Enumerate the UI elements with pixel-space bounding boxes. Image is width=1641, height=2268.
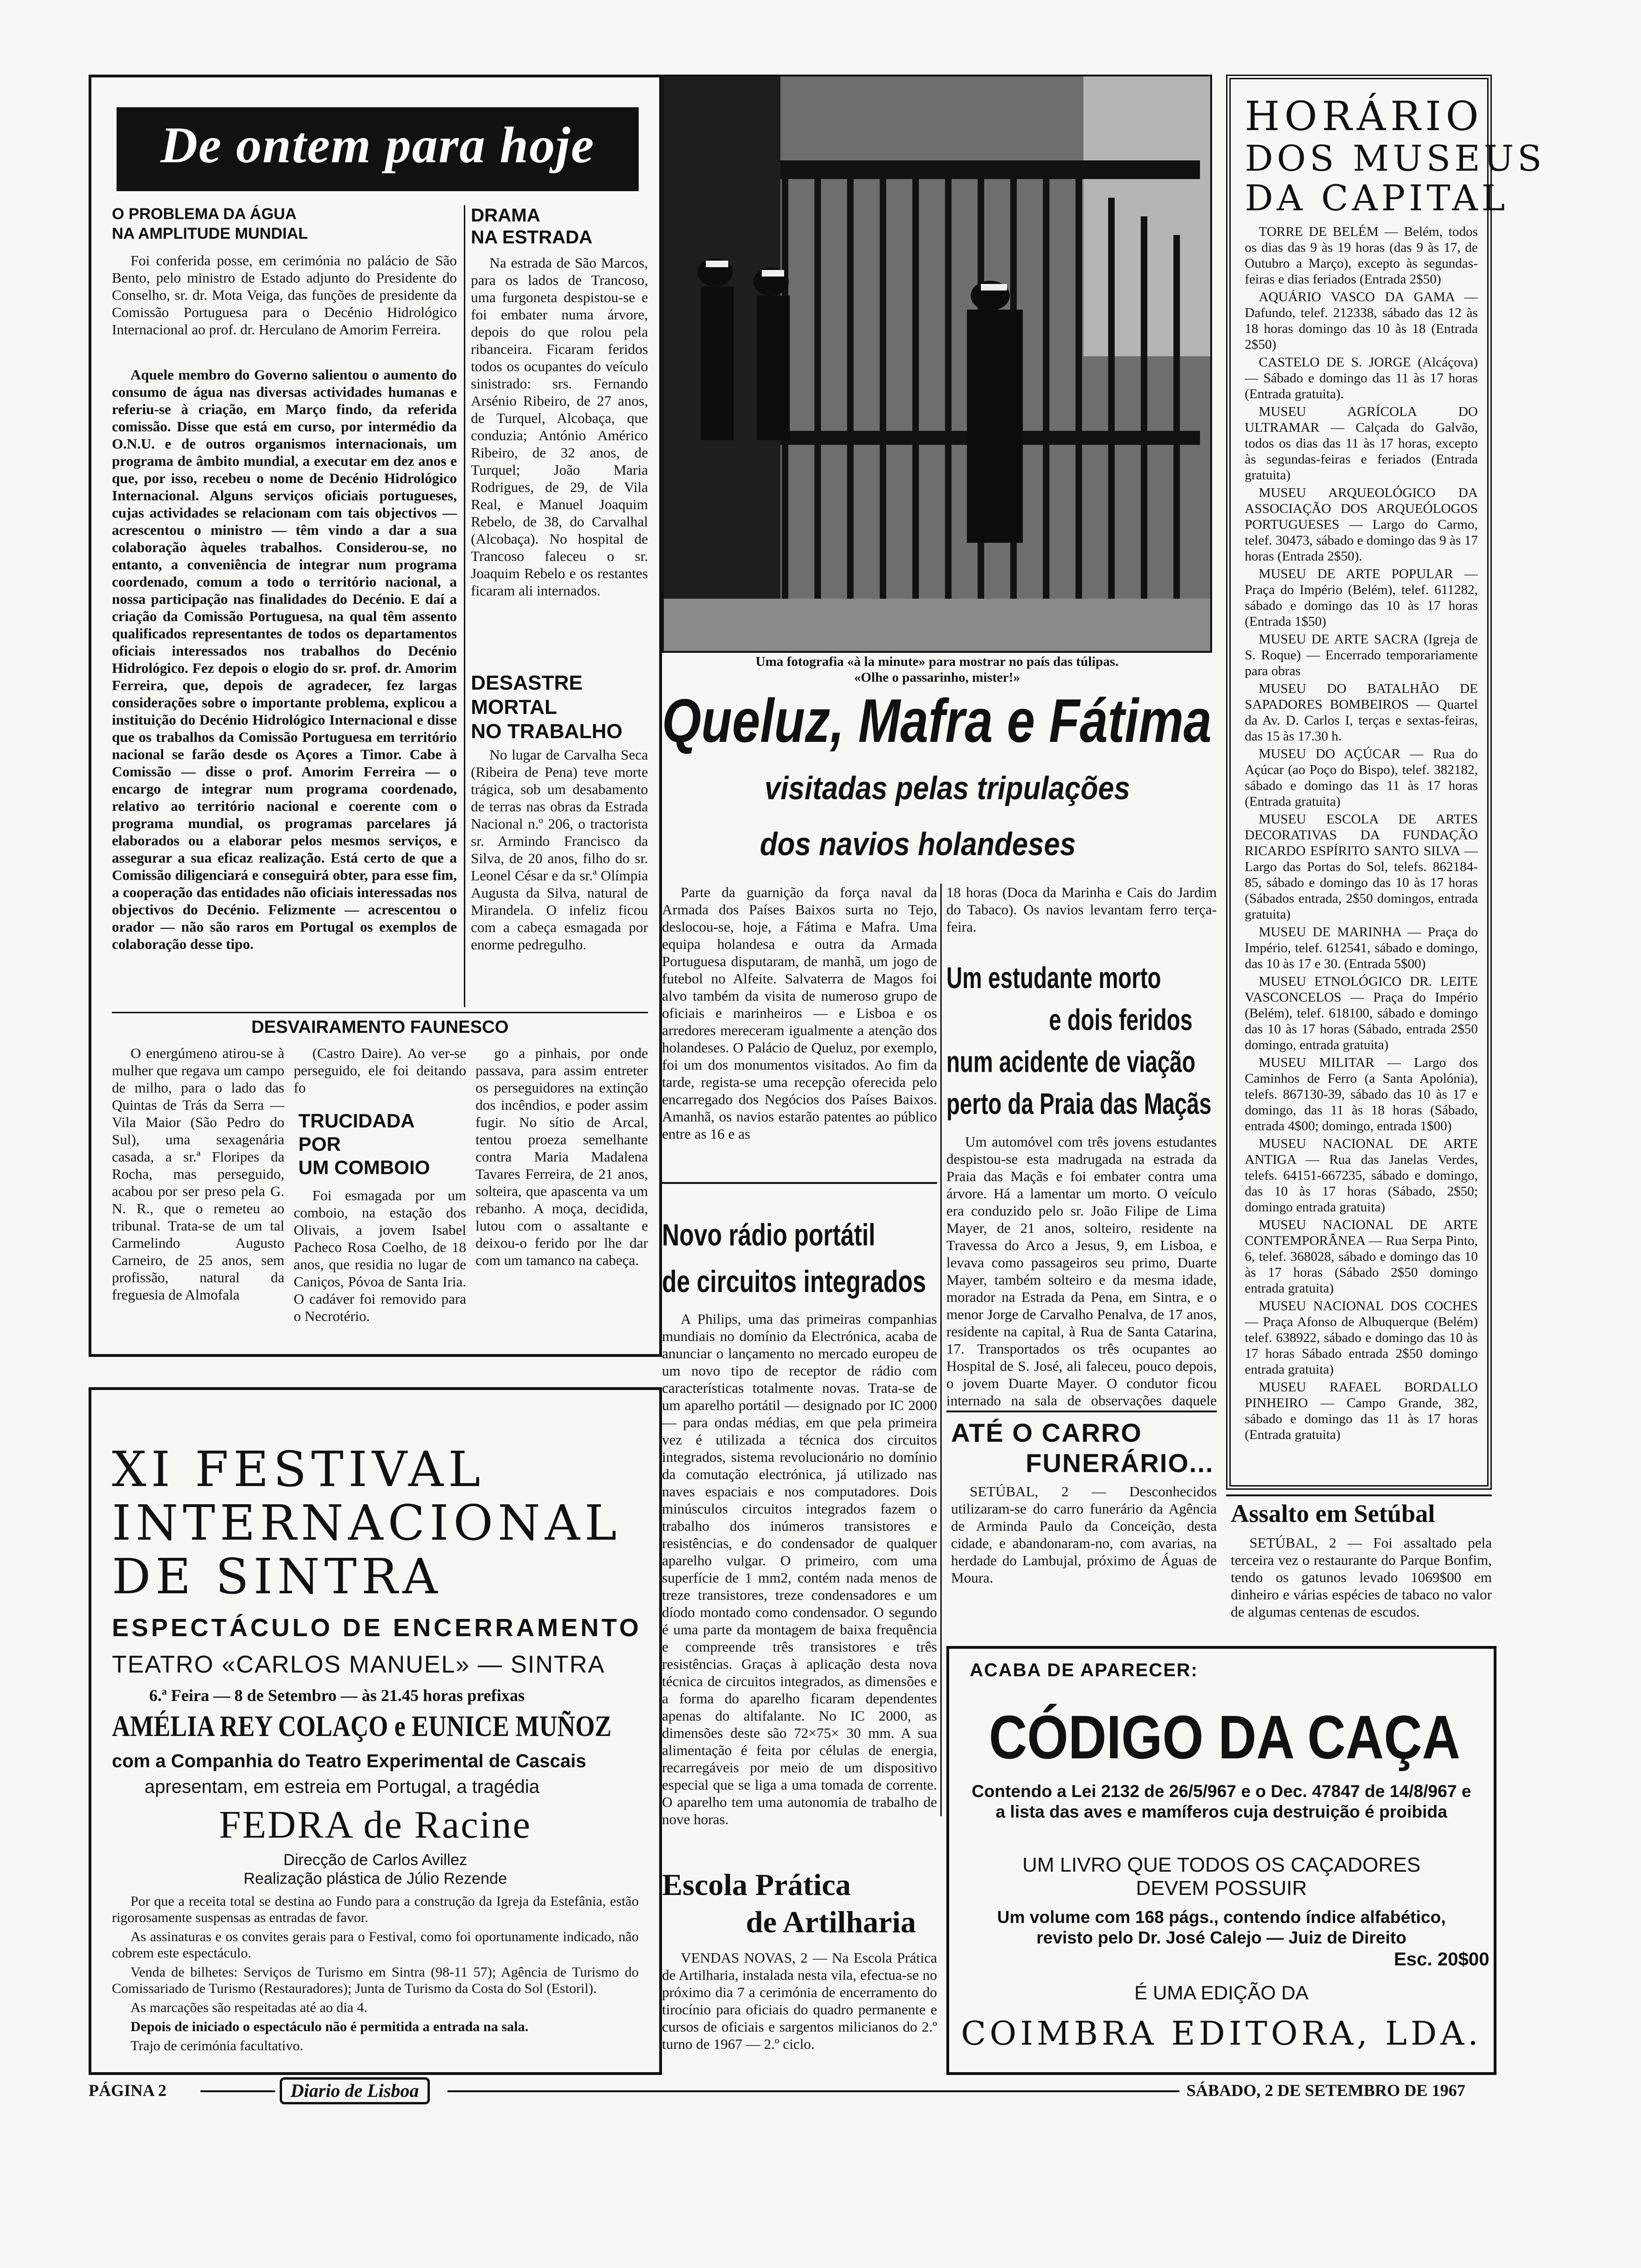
- codigo-description: Contendo a Lei 2132 de 26/5/967 e o Dec. 47847 de 14/8/967 e a lista das aves e mamíferos cuja destruição é proibida: [972, 1782, 1471, 1821]
- drama-headline-1: DRAMA: [471, 205, 540, 226]
- museum-entry: MUSEU ETNOLÓGICO DR. LEITE VASCONCELOS — Praça do Império (Belém), telef. 618100, sábado e domingo das 10 às 17 horas (Sábado, entrada 2$50 domingo, entrada gratuita): [1245, 974, 1478, 1052]
- desastre-body: No lugar de Carvalha Seca (Ribeira de Pena) teve morte trágica, sob um desabamento de terras nas obras da Estrada Nacional n.º 206, o tractorista sr. Armindo Francisco da Silva, de 20 anos, filho do sr. Leonel César e da sr.ª Olímpia Augusta da Silva, natural de Mirandela. O infeliz ficou com a cabeça esmagada por enorme pedregulho.: [471, 747, 648, 953]
- radio-headline-1: Novo rádio portátil: [662, 1217, 876, 1252]
- festival-direction: Direcção de Carlos Avillez: [283, 1851, 468, 1869]
- queluz-body-continued: 18 horas (Doca da Marinha e Cais do Jardim do Tabaco). Os navios levantam ferro terça-feira.: [946, 884, 1217, 935]
- agua-paragraph-2: Aquele membro do Governo salientou o aumento do consumo de água nas diversas actividades humanas e referiu-se à criação, em Março findo, da referida comissão. Disse que está em curso, por intermédio da O.N.U. e de outros organismos internacionais, um programa de âmbito mundial, a executar em dez anos e que, por isso, recebeu o nome de Decénio Hidrológico Internacional. Alguns serviços oficiais portugueses, cujas actividades se relacionam com tais objectivos — acrescentou o ministro — têm vindo a dar a sua colaboração àqueles trabalhos. Considerou-se, no entanto, a conveniência de integrar num programa coordenado, comum a todo o território nacional, a nossa participação nas finalidades do Decénio. E daí a criação da Comissão Portuguesa, na qual têm assento qualificados representantes de todos os departamentos oficiais interessados nos trabalhos do Decénio Hidrológico. Fez depois o elogio do sr. prof. dr. Amorim Ferreira, que, depois de agradecer, fez largas considerações sobre o importante problema, explicou a instituição do Decénio Hidrológico Internacional e disse que os trabalhos da Comissão Portuguesa em território nacional se farão desde os Açores a Timor. Cabe à Comissão — disse o prof. Amorim Ferreira — o encargo de integrar num programa coordenado, relativo ao território nacional e coerente com o programa mundial, os programas parcelares já elaborados ou a elaborar pelos mesmos serviços, e assegurar a sua eficaz realização. Está certo de que a Comissão diligenciará e conseguirá obter, para esse fim, a cooperação das entidades não oficiais interessadas nos objectivos do Decénio. Felizmente — acrescentou o orador — não são raros em Portugal os exemplos de colaboração desse tipo.: [112, 366, 457, 952]
- museum-entry: MUSEU ESCOLA DE ARTES DECORATIVAS DA FUNDAÇÃO RICARDO ESPÍRITO SANTO SILVA — Largo das Portas do Sol, telefs. 862184-85, sábado e domingo das 10 às 17 horas (Sábados entrada, 2$50 domingos, entrada gratuita): [1245, 812, 1478, 922]
- comboio-headline-2: POR: [298, 1133, 341, 1155]
- festival-notes: Por que a receita total se destina ao Fundo para a construção da Igreja da Estefânia, estão rigorosamente suspensas as entradas de favor. As assinaturas e os convites gerais para o Festival, como foi oportunamente indicado, não cobrem este espectáculo. Venda de bilhetes: Serviços de Turismo em Sintra (98-11 57); Agência de Turismo do Comissariado de Turismo (Restauradores); Junta de Turismo da Costa do Sol (Estoril). As marcações são respeitadas até ao dia 4. Depois de iniciado o espectáculo não é permitida a entrada na sala. Trajo de cerimónia facultativo.: [112, 1894, 639, 2054]
- faunesco-body-2: (Castro Daire). Ao ver-se perseguido, ele foi deitando fo: [294, 1045, 466, 1096]
- festival-title-3: DE SINTRA: [112, 1548, 442, 1605]
- festival-subtitle: ESPECTÁCULO DE ENCERRAMENTO: [112, 1614, 642, 1642]
- agua-headline-1: O PROBLEMA DA ÁGUA: [112, 205, 297, 223]
- museum-entry: MUSEU RAFAEL BORDALLO PINHEIRO — Campo Grande, 382, sábado e domingo das 11 às 17 horas (Entrada gratuita): [1245, 1380, 1478, 1442]
- museum-entry: CASTELO DE S. JORGE (Alcáçova) — Sábado e domingo das 11 às 17 horas (Entrada gratuita).: [1245, 355, 1478, 401]
- estudante-headline-4: perto da Praia das Maçãs: [946, 1087, 1212, 1120]
- museum-entry: MUSEU NACIONAL DE ARTE ANTIGA — Rua das Janelas Verdes, telefs. 64151-667235, sábado e domingo, das 10 às 17 horas (Sábado, 2$50; domingo entrada gratuita): [1245, 1136, 1478, 1215]
- footer-date: SÁBADO, 2 DE SETEMBRO DE 1967: [1186, 2081, 1466, 2100]
- museum-entry: MUSEU NACIONAL DOS COCHES — Praça Afonso de Albuquerque (Belém) telef. 638922, sábado e domingo das 10 às 17 horas Sábado entrada 2$50 domingo entrada gratuita): [1245, 1299, 1478, 1377]
- festival-title-2: INTERNACIONAL: [112, 1494, 621, 1551]
- festival-play: FEDRA de Racine: [219, 1803, 532, 1846]
- faunesco-headline: DESVAIRAMENTO FAUNESCO: [251, 1017, 509, 1037]
- codigo-publisher: COIMBRA EDITORA, LDA.: [961, 2014, 1482, 2053]
- radio-headline-2: de circuitos integrados: [662, 1264, 926, 1299]
- codigo-price: Esc. 20$00: [1394, 1949, 1489, 1970]
- divider: [1226, 1494, 1492, 1496]
- drama-body: Na estrada de São Marcos, para os lados de Trancoso, uma furgoneta despistou-se e foi embater numa árvore, depois do que rolou pela ribanceira. Ficaram feridos todos os ocupantes do veículo sinistrado: srs. Fernando Arsénio Ribeiro, de 27 anos, de Turquel, Alcobaça, que conduzia; António Américo Ribeiro, de 32 anos, de Turquel; João Maria Rodrigues, de 29, de Vila Real, e Manuel Joaquim Rebelo, de 38, do Carvalhal (Alcobaça). No hospital de Trancoso faleceu o sr. Joaquim Rebelo e os restantes ficaram ali internados.: [471, 255, 648, 599]
- festival-date: 6.ª Feira — 8 de Setembro — às 21.45 horas prefixas: [149, 1686, 525, 1705]
- footer-rule-right: [448, 2090, 1179, 2092]
- assalto-body: SETÚBAL, 2 — Foi assaltado pela terceira vez o restaurante do Parque Bonfim, tendo os gatunos levado 1069$00 em dinheiro e várias espécies de tabaco no valor de algumas centenas de escudos.: [1231, 1535, 1492, 1620]
- estudante-headline-3: num acidente de viação: [946, 1045, 1196, 1079]
- carro-headline-1: ATÉ O CARRO: [951, 1418, 1142, 1447]
- museum-entry: TORRE DE BELÉM — Belém, todos os dias das 9 às 19 horas (das 9 às 17, de Outubro a Março), excepto às segundas-feiras e dias feriados (Entrada 2$50): [1245, 224, 1478, 287]
- festival-company: com a Companhia do Teatro Experimental de Cascais: [112, 1751, 586, 1771]
- estudante-headline-1: Um estudante morto: [946, 961, 1161, 995]
- comboio-headline-1: TRUCIDADA: [298, 1110, 415, 1132]
- festival-plastic: Realização plástica de Júlio Rezende: [243, 1870, 507, 1888]
- museum-entry: MUSEU ARQUEOLÓGICO DA ASSOCIAÇÃO DOS ARQUEÓLOGOS PORTUGUESES — Largo do Carmo, telef. 30473, sábado e domingo das 9 às 17 horas (Entrada 2$50).: [1245, 485, 1478, 564]
- festival-title-1: XI FESTIVAL: [112, 1441, 485, 1498]
- queluz-subhead-2: dos navios holandeses: [760, 826, 1076, 862]
- escola-headline-1: Escola Prática: [662, 1868, 851, 1902]
- codigo-title: CÓDIGO DA CAÇA: [989, 1703, 1461, 1771]
- comboio-body: Foi esmagada por um comboio, na estação dos Olivais, a jovem Isabel Pacheco Rosa Coelho, de 18 anos, que residia no lugar de Caniços, Póvoa de Santa Iria. O cadáver foi removido para o Necrotério.: [294, 1187, 466, 1324]
- divider: [946, 1411, 1217, 1412]
- queluz-headline: Queluz, Mafra e Fátima: [662, 686, 1212, 755]
- column-rule: [940, 884, 942, 1816]
- museum-title-3: DA CAPITAL: [1245, 177, 1509, 219]
- divider: [112, 1012, 648, 1013]
- museum-entry: MUSEU DO AÇÚCAR — Rua do Açúcar (ao Poço do Bispo), telef. 382182, sábado e domingo das 11 às 17 horas (Entrada gratuita): [1245, 747, 1478, 809]
- festival-presents: apresentam, em estreia em Portugal, a tragédia: [145, 1777, 540, 1797]
- museum-list: [1245, 224, 1478, 1478]
- footer-paper-logo: Diario de Lisboa: [280, 2077, 430, 2104]
- estudante-headline-2: e dois feridos: [1049, 1003, 1193, 1037]
- comboio-headline-3: UM COMBOIO: [298, 1156, 430, 1178]
- codigo-line-1: UM LIVRO QUE TODOS OS CAÇADORES: [1022, 1853, 1421, 1876]
- festival-actors: AMÉLIA REY COLAÇO e EUNICE MUÑOZ: [112, 1709, 612, 1742]
- carro-body: SETÚBAL, 2 — Desconhecidos utilizaram-se do carro funerário da Agência de Arminda Paulo da Conceição, desta cidade, e abandonaram-no, com avarias, na herdade do Lambujal, próximo de Águas de Moura.: [951, 1483, 1217, 1586]
- carro-headline-2: FUNERÁRIO...: [1026, 1448, 1214, 1478]
- museum-entry: MUSEU AGRÍCOLA DO ULTRAMAR — Calçada do Galvão, todos os dias das 11 às 17 horas, excepto às segundas-feiras e feriados (Entrada gratuita): [1245, 404, 1478, 483]
- festival-venue: TEATRO «CARLOS MANUEL» — SINTRA: [112, 1651, 605, 1678]
- photo-caption-2: «Olhe o passarinho, mister!»: [854, 670, 1020, 685]
- estudante-body: Um automóvel com três jovens estudantes despistou-se esta madrugada na estrada da Praia das Maçãs e foi embater contra uma árvore. Há a lamentar um morto. O veículo era conduzido pelo sr. João Filipe de Lima Mayer, de 21 anos, solteiro, residente na Travessa do Arco a Jesus, 9, em Lisboa, e levava como passageiros seu primo, Duarte Mayer, também solteiro e da mesma idade, morador na Estrada da Pena, em Sintra, e o menor Jorge de Carvalho Penalva, de 17 anos, residente na capital, à Rua de Santa Catarina, 17. Transportados os três ocupantes ao Hospital de S. José, ali faleceu, pouco depois, o jovem Duarte Mayer. O condutor ficou internado na sala de observações daquele: [946, 1134, 1217, 1408]
- footer-rule-left: [200, 2090, 275, 2092]
- museum-entry: MUSEU MILITAR — Largo dos Caminhos de Ferro (a Santa Apolónia), telefs. 867130-39, sábado das 10 às 17 e domingo, das 11 às 18 horas (Sábado, entrada 4$00; domingo, entrada 1$00): [1245, 1055, 1478, 1134]
- footer-page-number: PÁGINA 2: [89, 2081, 167, 2100]
- section-banner-title: De ontem para hoje: [160, 117, 595, 173]
- museum-entry: MUSEU DE ARTE SACRA (Igreja de S. Roque) — Encerrado temporariamente para obras: [1245, 632, 1478, 678]
- agua-headline-2: NA AMPLITUDE MUNDIAL: [112, 225, 308, 242]
- escola-headline-2: de Artilharia: [746, 1905, 916, 1939]
- faunesco-body-1: O energúmeno atirou-se à mulher que regava um campo de milho, para o lado das Quintas de Trás da Serra — Vila Maior (São Pedro do Sul), uma sexagenária casada, a sr.ª Floripes da Rocha, mas perseguido, acabou por ser preso pela G. N. R., que o remeteu ao tribunal. Trata-se de um tal Carmelindo Augusto Carneiro, de 25 anos, sem profissão, natural da freguesia de Almofala: [112, 1045, 284, 1303]
- desastre-headline-3: NO TRABALHO: [471, 720, 623, 743]
- divider: [662, 1182, 937, 1184]
- drama-headline-2: NA ESTRADA: [471, 227, 593, 248]
- assalto-headline: Assalto em Setúbal: [1231, 1500, 1435, 1528]
- museum-title-2: DOS MUSEUS: [1245, 138, 1545, 179]
- museum-title-1: HORÁRIO: [1245, 93, 1483, 140]
- desastre-headline-1: DESASTRE: [471, 671, 583, 694]
- museum-entry: MUSEU DO BATALHÃO DE SAPADORES BOMBEIROS — Quartel da Av. D. Carlos I, terças e sextas-feiras, das 15 às 17.30 h.: [1245, 681, 1478, 744]
- escola-body: VENDAS NOVAS, 2 — Na Escola Prática de Artilharia, instalada nesta vila, efectua-se no próximo dia 7 a cerimónia de encerramento do tirocínio para oficiais do quadro permanente e cursos de oficiais e sargentos milicianos do 2.º turno de 1967 — 2.º ciclo.: [662, 1950, 937, 2052]
- museum-entry: MUSEU DE MARINHA — Praça do Império, telef. 612541, sábado e domingo, das 10 às 17 e 30. (Entrada 5$00): [1245, 925, 1478, 971]
- codigo-kicker: ACABA DE APARECER:: [970, 1660, 1199, 1680]
- codigo-edition: É UMA EDIÇÃO DA: [1134, 1982, 1309, 2004]
- codigo-volume: Um volume com 168 págs., contendo índice alfabético, revisto pelo Dr. José Calejo — Juiz de Direito: [997, 1908, 1446, 1947]
- photo-illustration: [664, 76, 1212, 653]
- radio-body: A Philips, uma das primeiras companhias mundiais no domínio da Electrónica, acaba de anunciar o lançamento no mercado europeu de um novo tipo de receptor de rádio com características totalmente novas. Trata-se de um aparelho portátil — designado por IC 2000 — para ondas médias, em que pela primeira vez é utilizada a técnica dos circuitos integrados, sistema revolucionário no domínio da comutação electrónica, já utilizado nas naves espaciais e nos computadores. Dois minúsculos circuitos integrados fazem o trabalho dos inúmeros transistores e resistências, e do condensador de qualquer aparelho vulgar. O primeiro, com uma superfície de 1 mm2, contém nada menos de treze transistores, treze condensadores e um díodo montado como condensador. O segundo é uma parte da montagem de baixa frequência e compreende três transistores e três resistências. Graças à aplicação desta nova técnica de circuitos integrados, as dimensões e a forma do aparelho ficaram dependentes apenas do altifalante. No IC 2000, as dimensões deste são 72×75× 30 mm. A sua alimentação é feita por células de energia, recarregáveis por meio de um dispositivo especial que se liga a uma tomada de corrente. O aparelho tem uma autonomia de trabalho de nove horas.: [662, 1311, 937, 1827]
- queluz-body: Parte da guarnição da força naval da Armada dos Países Baixos surta no Tejo, deslocou-se, hoje, a Fátima e Mafra. Uma equipa holandesa e outra da Armada Portuguesa disputaram, de manhã, um jogo de futebol no Alfeite. Salvaterra de Magos foi alvo também da visita de numeroso grupo de oficiais e marinheiros — e Lisboa e os arredores mereceram igualmente a atenção dos holandeses. O Palácio de Queluz, por exemplo, foi um dos monumentos visitados. Ao fim da tarde, regista-se uma recepção oferecida pelo encarregado dos Negócios dos Países Baixos. Amanhã, os navios estarão patentes ao público entre as 16 e as: [662, 884, 937, 1142]
- faunesco-body-3: go a pinhais, por onde passava, para assim entreter os perseguidores na extinção dos incêndios, e poder assim fugir. No sítio de Arcal, tentou proeza semelhante contra Maria Madalena Tavares Ferreira, de 21 anos, solteira, que apascenta va um rebanho. A moça, decidida, lutou com o assaltante e deixou-o ferido por lhe dar com um tamanco na cabeça.: [476, 1045, 648, 1268]
- agua-paragraph-1: Foi conferida posse, em cerimónia no palácio de São Bento, pelo ministro de Estado adjunto do Presidente do Conselho, sr. dr. Mota Veiga, das funções de presidente da Comissão Portuguesa para o Decénio Hidrológico Internacional ao prof. dr. Herculano de Amorim Ferreira.: [112, 252, 457, 338]
- desastre-headline-2: MORTAL: [471, 696, 557, 719]
- sailors-photo: [662, 75, 1212, 653]
- museum-entry: MUSEU DE ARTE POPULAR — Praça do Império (Belém), telef. 611282, sábado e domingo das 10 às 17 horas (Entrada 1$50): [1245, 567, 1478, 629]
- column-rule: [464, 205, 465, 1007]
- codigo-line-2: DEVEM POSSUIR: [1136, 1877, 1307, 1900]
- photo-caption-1: Uma fotografia «à la minute» para mostrar no país das túlipas.: [755, 654, 1119, 669]
- museum-entry: AQUÁRIO VASCO DA GAMA — Dafundo, telef. 212338, sábado das 12 às 18 horas domingo das 10 às 18 (Entrada 2$50): [1245, 290, 1478, 352]
- museum-entry: MUSEU NACIONAL DE ARTE CONTEMPORÂNEA — Rua Serpa Pinto, 6, telef. 368028, sábado e domingo das 10 às 17 horas (Sábado 2$50 domingo entrada gratuita): [1245, 1217, 1478, 1296]
- queluz-subhead-1: visitadas pelas tripulações: [765, 770, 1131, 806]
